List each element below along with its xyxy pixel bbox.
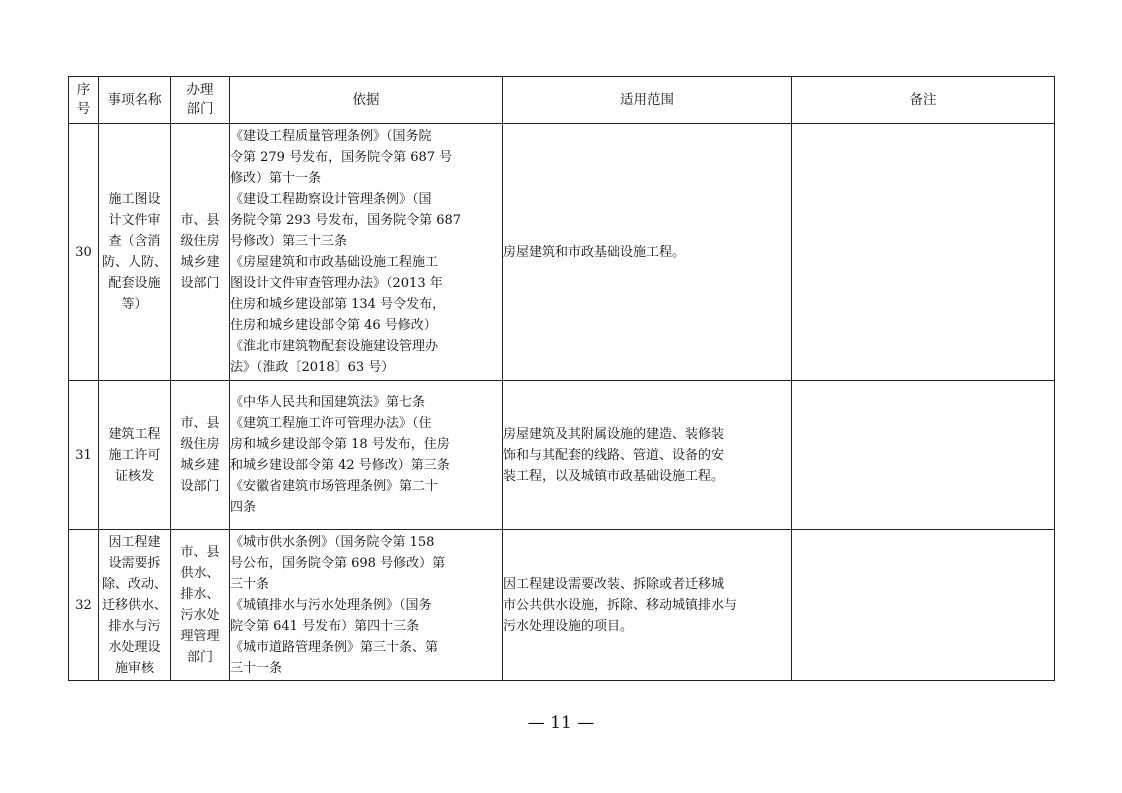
scope-line: 因工程建设需要改装、拆除或者迁移城 [503,576,725,592]
department-line: 部门 [186,650,213,665]
scope-line: 房屋建筑和市政基础设施工程。 [503,244,686,260]
basis-line: 住房和城乡建设部第 134 号令发布， [230,297,446,312]
scope-line: 房屋建筑及其附属设施的建造、装修装 [503,426,725,442]
scope-line: 装工程，以及城镇市政基础设施工程。 [503,468,725,484]
item-name-line: 设需要拆 [108,555,161,571]
table-row [69,124,1055,381]
legal-basis [230,381,503,530]
department [171,381,230,530]
row-number: 31 [69,381,99,530]
basis-line: 《淮北市建筑物配套设施建设管理办 [230,339,439,354]
item-name-line: 查（含消 [108,234,161,249]
applicable-scope [503,124,792,381]
basis-line: 三十条 [230,576,270,592]
department-line: 市、县 [180,416,220,431]
item-name-line: 排水与污 [108,618,161,634]
header-scope: 适用范围 [503,77,792,124]
basis-line: 令第 279 号发布，国务院令第 687 号 [230,150,453,165]
department-line: 城乡建 [180,458,220,473]
basis-line: 修改）第十一条 [230,171,322,186]
page-number: — 11 — [527,713,595,733]
item-name-line: 除、改动、 [101,576,167,592]
table-header-row [69,77,1055,124]
basis-line: 房和城乡建设部令第 18 号发布，住房 [230,437,450,452]
department-line: 污水处 [180,608,220,623]
basis-line: 和城乡建设部令第 42 号修改）第三条 [230,458,450,473]
basis-line: 《建筑工程施工许可管理办法》（住 [230,416,432,431]
document-table [68,76,1055,681]
scope-line: 饰和与其配套的线路、管道、设备的安 [503,447,725,463]
header-note: 备注 [792,77,1055,124]
header-name: 事项名称 [99,77,171,124]
basis-line: 三十一条 [230,660,283,676]
basis-line: 《建设工程质量管理条例》（国务院 [230,129,432,144]
department-line: 排水、 [180,587,220,602]
table-row [69,530,1055,681]
department-line: 供水、 [180,566,220,581]
basis-line: 《建设工程勘察设计管理条例》（国 [230,192,432,207]
item-name-line: 建筑工程 [108,426,161,442]
department-line: 设部门 [180,479,220,494]
applicable-scope [503,381,792,530]
header-no-line: 号 [76,101,91,117]
item-name-line: 施工图设 [108,192,161,207]
item-name-line: 施工许可 [108,447,161,463]
department-line: 级住房 [180,437,220,452]
legal-basis [230,530,503,681]
basis-line: 《城镇排水与污水处理条例》（国务 [230,597,432,613]
scope-line: 市公共供水设施，拆除、移动城镇排水与 [503,597,738,613]
header-basis: 依据 [230,77,503,124]
basis-line: 号修改）第三十三条 [230,234,348,249]
remarks [792,381,1055,530]
department-line: 市、县 [180,213,220,228]
basis-line: 院令第 641 号发布）第四十三条 [230,618,420,634]
item-name [99,381,171,530]
basis-line: 《城市道路管理条例》第三十条、第 [230,639,439,655]
header-no [69,77,99,124]
item-name-line: 施审核 [114,660,154,676]
table-row [69,381,1055,530]
item-name-line: 配套设施 [108,276,161,291]
header-no-line: 序 [76,82,91,98]
item-name-line: 防、人防、 [101,255,167,270]
basis-line: 图设计文件审查管理办法》（2013 年 [230,276,443,291]
department-line: 城乡建 [180,255,220,270]
basis-line: 《城市供水条例》（国务院令第 158 [230,534,435,550]
item-name-line: 等） [121,297,148,312]
item-name-line: 迁移供水、 [101,597,167,613]
basis-line: 《房屋建筑和市政基础设施工程施工 [230,255,439,270]
remarks [792,530,1055,681]
basis-line: 《安徽省建筑市场管理条例》第二十 [230,479,439,494]
item-name-line: 证核发 [114,468,154,484]
item-name-line: 水处理设 [108,639,161,655]
scope-line: 污水处理设施的项目。 [503,618,634,634]
header-dept-line: 部门 [186,101,214,117]
department-line: 设部门 [180,276,220,291]
item-name [99,124,171,381]
row-number: 30 [69,124,99,381]
legal-basis [230,124,503,381]
basis-line: 号公布，国务院令第 698 号修改）第 [230,555,446,571]
basis-line: 四条 [230,500,257,515]
item-name [99,530,171,681]
basis-line: 住房和城乡建设部令第 46 号修改） [230,318,437,333]
item-name-line: 计文件审 [108,213,161,228]
department-line: 级住房 [180,234,220,249]
item-name-line: 因工程建 [108,534,161,550]
applicable-scope [503,530,792,681]
department-line: 理管理 [180,629,220,644]
header-dept [171,77,230,124]
row-number: 32 [69,530,99,681]
basis-line: 《中华人民共和国建筑法》第七条 [230,395,426,410]
department-line: 市、县 [180,545,220,560]
department [171,530,230,681]
basis-line: 务院令第 293 号发布，国务院令第 687 [230,213,462,228]
header-dept-line: 办理 [186,82,214,98]
department [171,124,230,381]
basis-line: 法》（淮政〔2018〕63 号） [230,360,395,375]
remarks [792,124,1055,381]
